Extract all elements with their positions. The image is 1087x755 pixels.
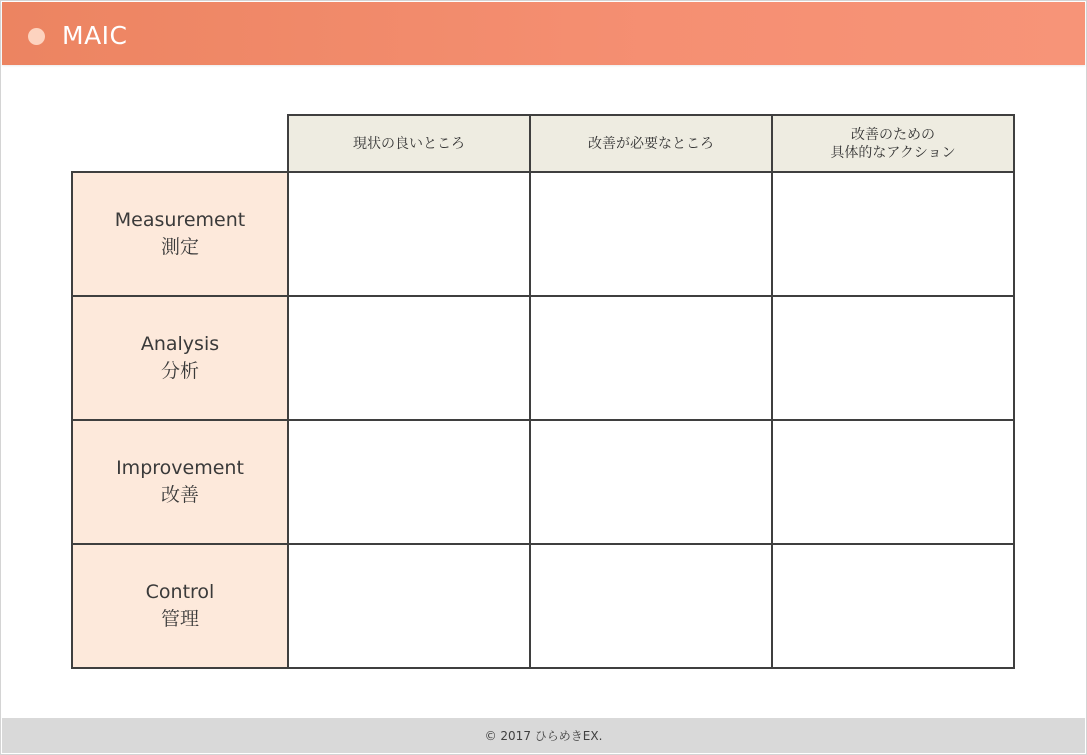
table-cell [287, 419, 531, 545]
table-cell [529, 295, 773, 421]
table-cell [771, 419, 1015, 545]
table-cell [287, 543, 531, 669]
footer-bar [2, 718, 1085, 753]
row-header-ja: 分析 [160, 360, 199, 382]
row-header-measurement [71, 171, 289, 297]
table-cell [771, 171, 1015, 297]
page-title: MAIC [62, 21, 128, 50]
header-bar [2, 2, 1085, 65]
table-cell [529, 419, 773, 545]
column-header-label-line1: 改善のための [851, 127, 935, 143]
row-header-ja: 管理 [160, 608, 199, 630]
column-header-label: 改善が必要なところ [588, 136, 714, 152]
table-cell [529, 543, 773, 669]
table-cell [287, 295, 531, 421]
bullet-dot-icon [28, 28, 45, 45]
column-header-label-line2: 具体的なアクション [830, 145, 956, 161]
column-header-actions [771, 114, 1015, 174]
row-header-control [71, 543, 289, 669]
table-cell [771, 295, 1015, 421]
table-cell [771, 543, 1015, 669]
row-header-ja: 改善 [160, 484, 199, 506]
row-header-ja: 測定 [160, 236, 199, 258]
row-header-improvement [71, 419, 289, 545]
column-header-good-points [287, 114, 531, 174]
table-cell [529, 171, 773, 297]
row-header-en: Control [145, 581, 215, 603]
maic-table [71, 114, 1015, 669]
column-header-needs-improvement [529, 114, 773, 174]
table-cell [287, 171, 531, 297]
copyright-text: © 2017 ひらめきEX. [484, 729, 603, 743]
column-header-label: 現状の良いところ [353, 136, 465, 152]
row-header-en: Analysis [140, 333, 220, 355]
row-header-en: Improvement [116, 457, 244, 479]
row-header-en: Measurement [114, 209, 246, 231]
row-header-analysis [71, 295, 289, 421]
